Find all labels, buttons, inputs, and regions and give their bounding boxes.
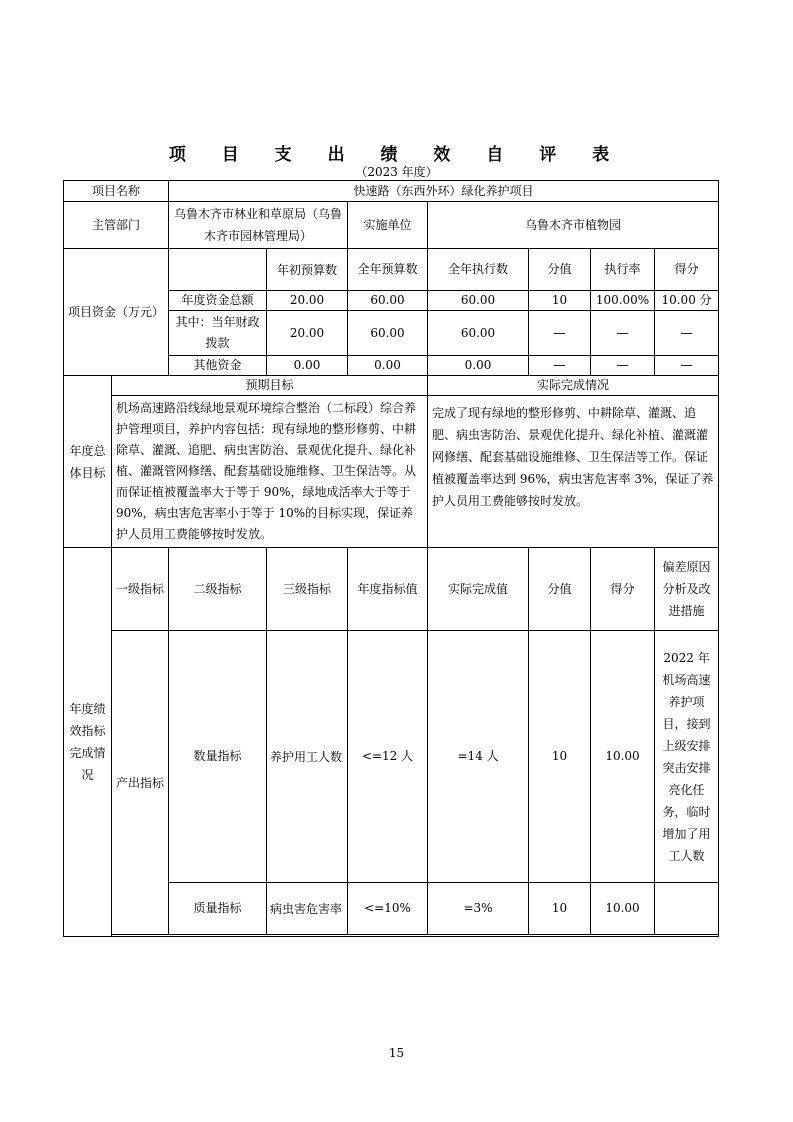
table-bottom-edge <box>112 935 719 937</box>
impl-label: 实施单位 <box>348 202 428 249</box>
indicator-score: 10.00 <box>591 631 655 883</box>
indicator-level3: 养护用工人数 <box>267 631 348 883</box>
indicators-section-label: 年度绩效指标完成情况 <box>64 548 112 937</box>
funds-cell: — <box>655 356 719 376</box>
dept-value: 乌鲁木齐市林业和草原局（乌鲁木齐市园林管理局） <box>169 202 348 249</box>
indicator-actual: =14 人 <box>428 631 529 883</box>
funds-cell: 0.00 <box>428 356 529 376</box>
funds-cell: 100.00% <box>591 291 655 311</box>
indicator-deviation-note <box>655 883 719 935</box>
funds-cell: 10.00 分 <box>655 291 719 311</box>
indicators-header-level2: 二级指标 <box>169 548 267 631</box>
indicator-weight: 10 <box>529 631 591 883</box>
funds-header-weight: 分值 <box>529 249 591 291</box>
indicators-header-score: 得分 <box>591 548 655 631</box>
funds-label: 项目资金（万元） <box>64 249 169 376</box>
indicator-deviation-note: 2022 年机场高速养护项目，接到上级安排突击安排亮化任务，临时增加了用工人数 <box>655 631 719 883</box>
page-title: 项 目 支 出 绩 效 自 评 表 <box>168 145 625 165</box>
funds-row-name: 其他资金 <box>169 356 267 376</box>
indicators-header-weight: 分值 <box>529 548 591 631</box>
page-number: 15 <box>388 1046 405 1060</box>
expected-goal-text: 机场高速路沿线绿地景观环境综合整治（二标段）综合养护管理项目，养护内容包括：现有绿地的整形修剪、中耕除草、灌溉、追肥、病虫害防治、景观优化提升、绿化补植、灌溉管网修缮、配套基础设施维修、卫生保洁等。从而保证植被覆盖率大于等于 90%，绿地成活率大于等于 90%，病虫害危害率小于等于 10%的目标实现，保证养护人员用工费能够按时发放。 <box>112 396 428 548</box>
project-name-value: 快速路（东西外环）绿化养护项目 <box>169 181 719 202</box>
indicator-score: 10.00 <box>591 883 655 935</box>
indicator-target: <=12 人 <box>348 631 428 883</box>
indicators-header-level1: 一级指标 <box>112 548 169 631</box>
indicator-level1: 产出指标 <box>112 631 169 935</box>
indicator-actual: =3% <box>428 883 529 935</box>
project-name-label: 项目名称 <box>64 181 169 202</box>
indicator-target: <=10% <box>348 883 428 935</box>
funds-cell: 20.00 <box>267 311 348 356</box>
indicators-header-target: 年度指标值 <box>348 548 428 631</box>
funds-cell: 10 <box>529 291 591 311</box>
funds-cell: 0.00 <box>348 356 428 376</box>
funds-row-name: 年度资金总额 <box>169 291 267 311</box>
funds-cell: 60.00 <box>348 311 428 356</box>
funds-cell: — <box>529 356 591 376</box>
indicators-header-level3: 三级指标 <box>267 548 348 631</box>
indicator-level2: 数量指标 <box>169 631 267 883</box>
indicator-level3: 病虫害危害率 <box>267 883 348 935</box>
funds-cell: 0.00 <box>267 356 348 376</box>
funds-cell: — <box>529 311 591 356</box>
funds-cell: 60.00 <box>348 291 428 311</box>
indicator-weight: 10 <box>529 883 591 935</box>
funds-cell: — <box>591 311 655 356</box>
indicators-header-actual: 实际完成值 <box>428 548 529 631</box>
funds-cell: — <box>655 311 719 356</box>
actual-result-text: 完成了现有绿地的整形修剪、中耕除草、灌溉、追肥、病虫害防治、景观优化提升、绿化补植、灌溉灌网修缮、配套基础设施维修、卫生保洁等工作。保证植被覆盖率达到 96%，病虫害危害率 3%，保证了养护人员用工费能够按时发放。 <box>428 396 719 548</box>
funds-header-executed: 全年执行数 <box>428 249 529 291</box>
goals-label: 年度总体目标 <box>64 376 112 548</box>
expected-goal-header: 预期目标 <box>112 376 428 396</box>
dept-label: 主管部门 <box>64 202 169 249</box>
self-evaluation-table <box>63 180 719 937</box>
funds-cell: 60.00 <box>428 291 529 311</box>
funds-cell: 20.00 <box>267 291 348 311</box>
funds-header-blank <box>169 249 267 291</box>
report-year: （2023 年度） <box>355 165 438 179</box>
indicator-level2: 质量指标 <box>169 883 267 935</box>
funds-header-score: 得分 <box>655 249 719 291</box>
indicators-header-deviation: 偏差原因分析及改进措施 <box>655 548 719 631</box>
funds-row-name: 其中：当年财政拨款 <box>169 311 267 356</box>
funds-cell: — <box>591 356 655 376</box>
impl-value: 乌鲁木齐市植物园 <box>428 202 719 249</box>
funds-header-rate: 执行率 <box>591 249 655 291</box>
funds-header-annual: 全年预算数 <box>348 249 428 291</box>
funds-cell: 60.00 <box>428 311 529 356</box>
actual-result-header: 实际完成情况 <box>428 376 719 396</box>
funds-header-initial: 年初预算数 <box>267 249 348 291</box>
